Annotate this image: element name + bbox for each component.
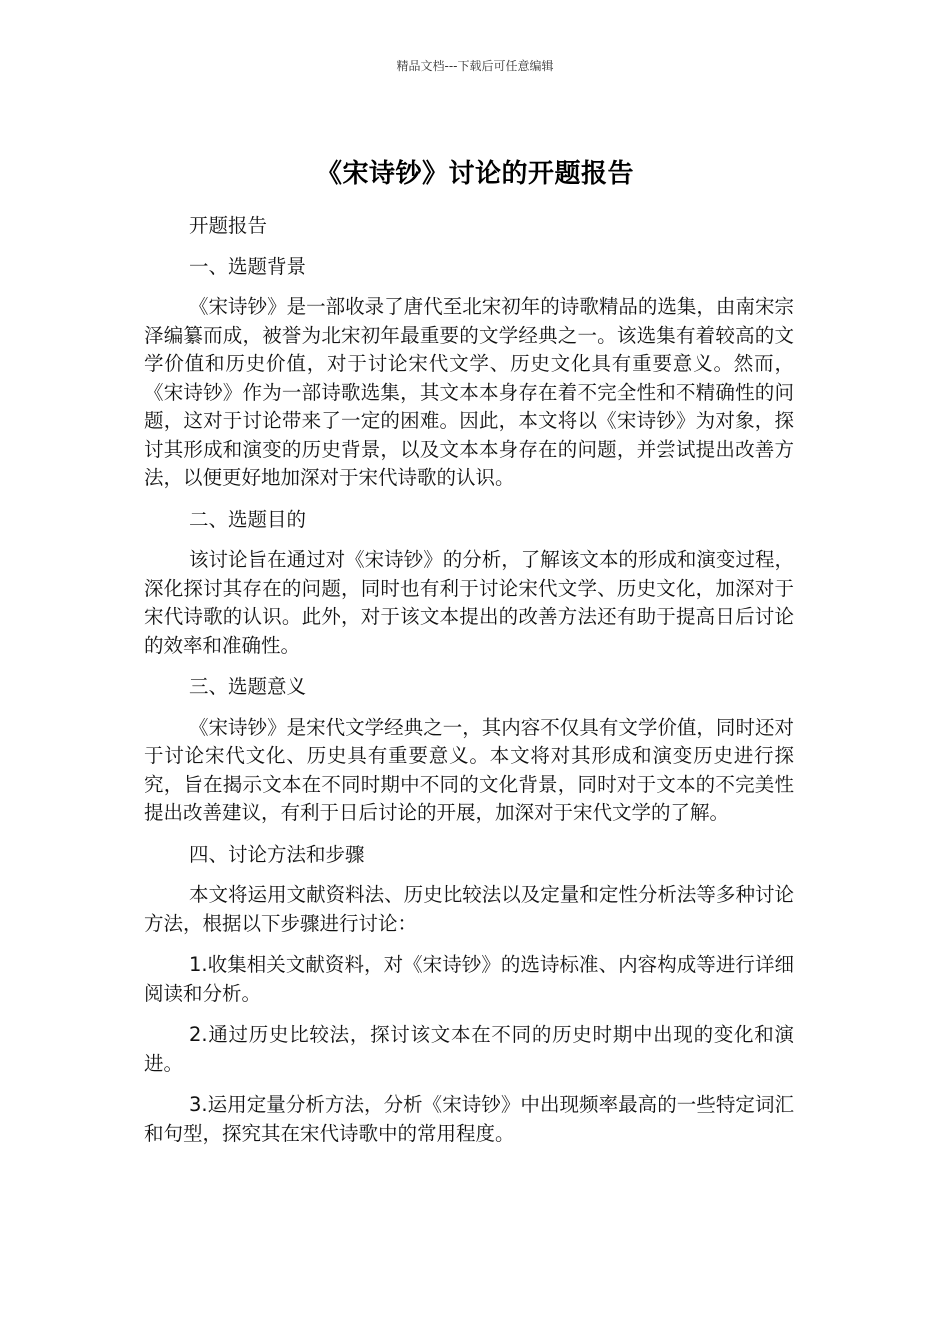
report-label: 开题报告 [189,214,268,237]
header-note: 精品文档---下载后可任意编辑 [396,59,554,73]
step-1-paragraph: 1.收集相关文献资料，对《宋诗钞》的选诗标准、内容构成等进行详细阅读和分析。 [144,953,794,1005]
step-3-paragraph: 3.运用定量分析方法，分析《宋诗钞》中出现频率最高的一些特定词汇和句型，探究其在宋代诗歌中的常用程度。 [144,1093,794,1145]
section-heading-4: 四、讨论方法和步骤 [189,842,365,866]
method-intro-paragraph: 本文将运用文献资料法、历史比较法以及定量和定性分析法等多种讨论方法，根据以下步骤进行讨论： [144,883,794,935]
section-heading-2: 二、选题目的 [189,507,307,531]
significance-paragraph: 《宋诗钞》是宋代文学经典之一，其内容不仅具有文学价值，同时还对于讨论宋代文化、历史具有重要意义。本文将对其形成和演变历史进行探究，旨在揭示文本在不同时期中不同的文化背景，同时对于文本的不完美性提出改善建议，有利于日后讨论的开展，加深对于宋代文学的了解。 [144,715,794,824]
document-body [144,212,794,1161]
purpose-paragraph: 该讨论旨在通过对《宋诗钞》的分析，了解该文本的形成和演变过程，深化探讨其存在的问题，同时也有利于讨论宋代文学、历史文化，加深对于宋代诗歌的认识。此外，对于该文本提出的改善方法还有助于提高日后讨论的效率和准确性。 [144,548,794,657]
background-paragraph: 《宋诗钞》是一部收录了唐代至北宋初年的诗歌精品的选集，由南宋宗泽编纂而成，被誉为北宋初年最重要的文学经典之一。该选集有着较高的文学价值和历史价值，对于讨论宋代文学、历史文化具有重要意义。然而，《宋诗钞》作为一部诗歌选集，其文本本身存在着不完全性和不精确性的问题，这对于讨论带来了一定的困难。因此，本文将以《宋诗钞》为对象，探讨其形成和演变的历史背景，以及文本本身存在的问题，并尝试提出改善方法，以便更好地加深对于宋代诗歌的认识。 [144,295,794,489]
step-2-paragraph: 2.通过历史比较法，探讨该文本在不同的历史时期中出现的变化和演进。 [144,1023,794,1075]
document-title: 《宋诗钞》讨论的开题报告 [315,159,634,190]
section-heading-3: 三、选题意义 [189,675,307,698]
section-heading-1: 一、选题背景 [189,254,307,278]
